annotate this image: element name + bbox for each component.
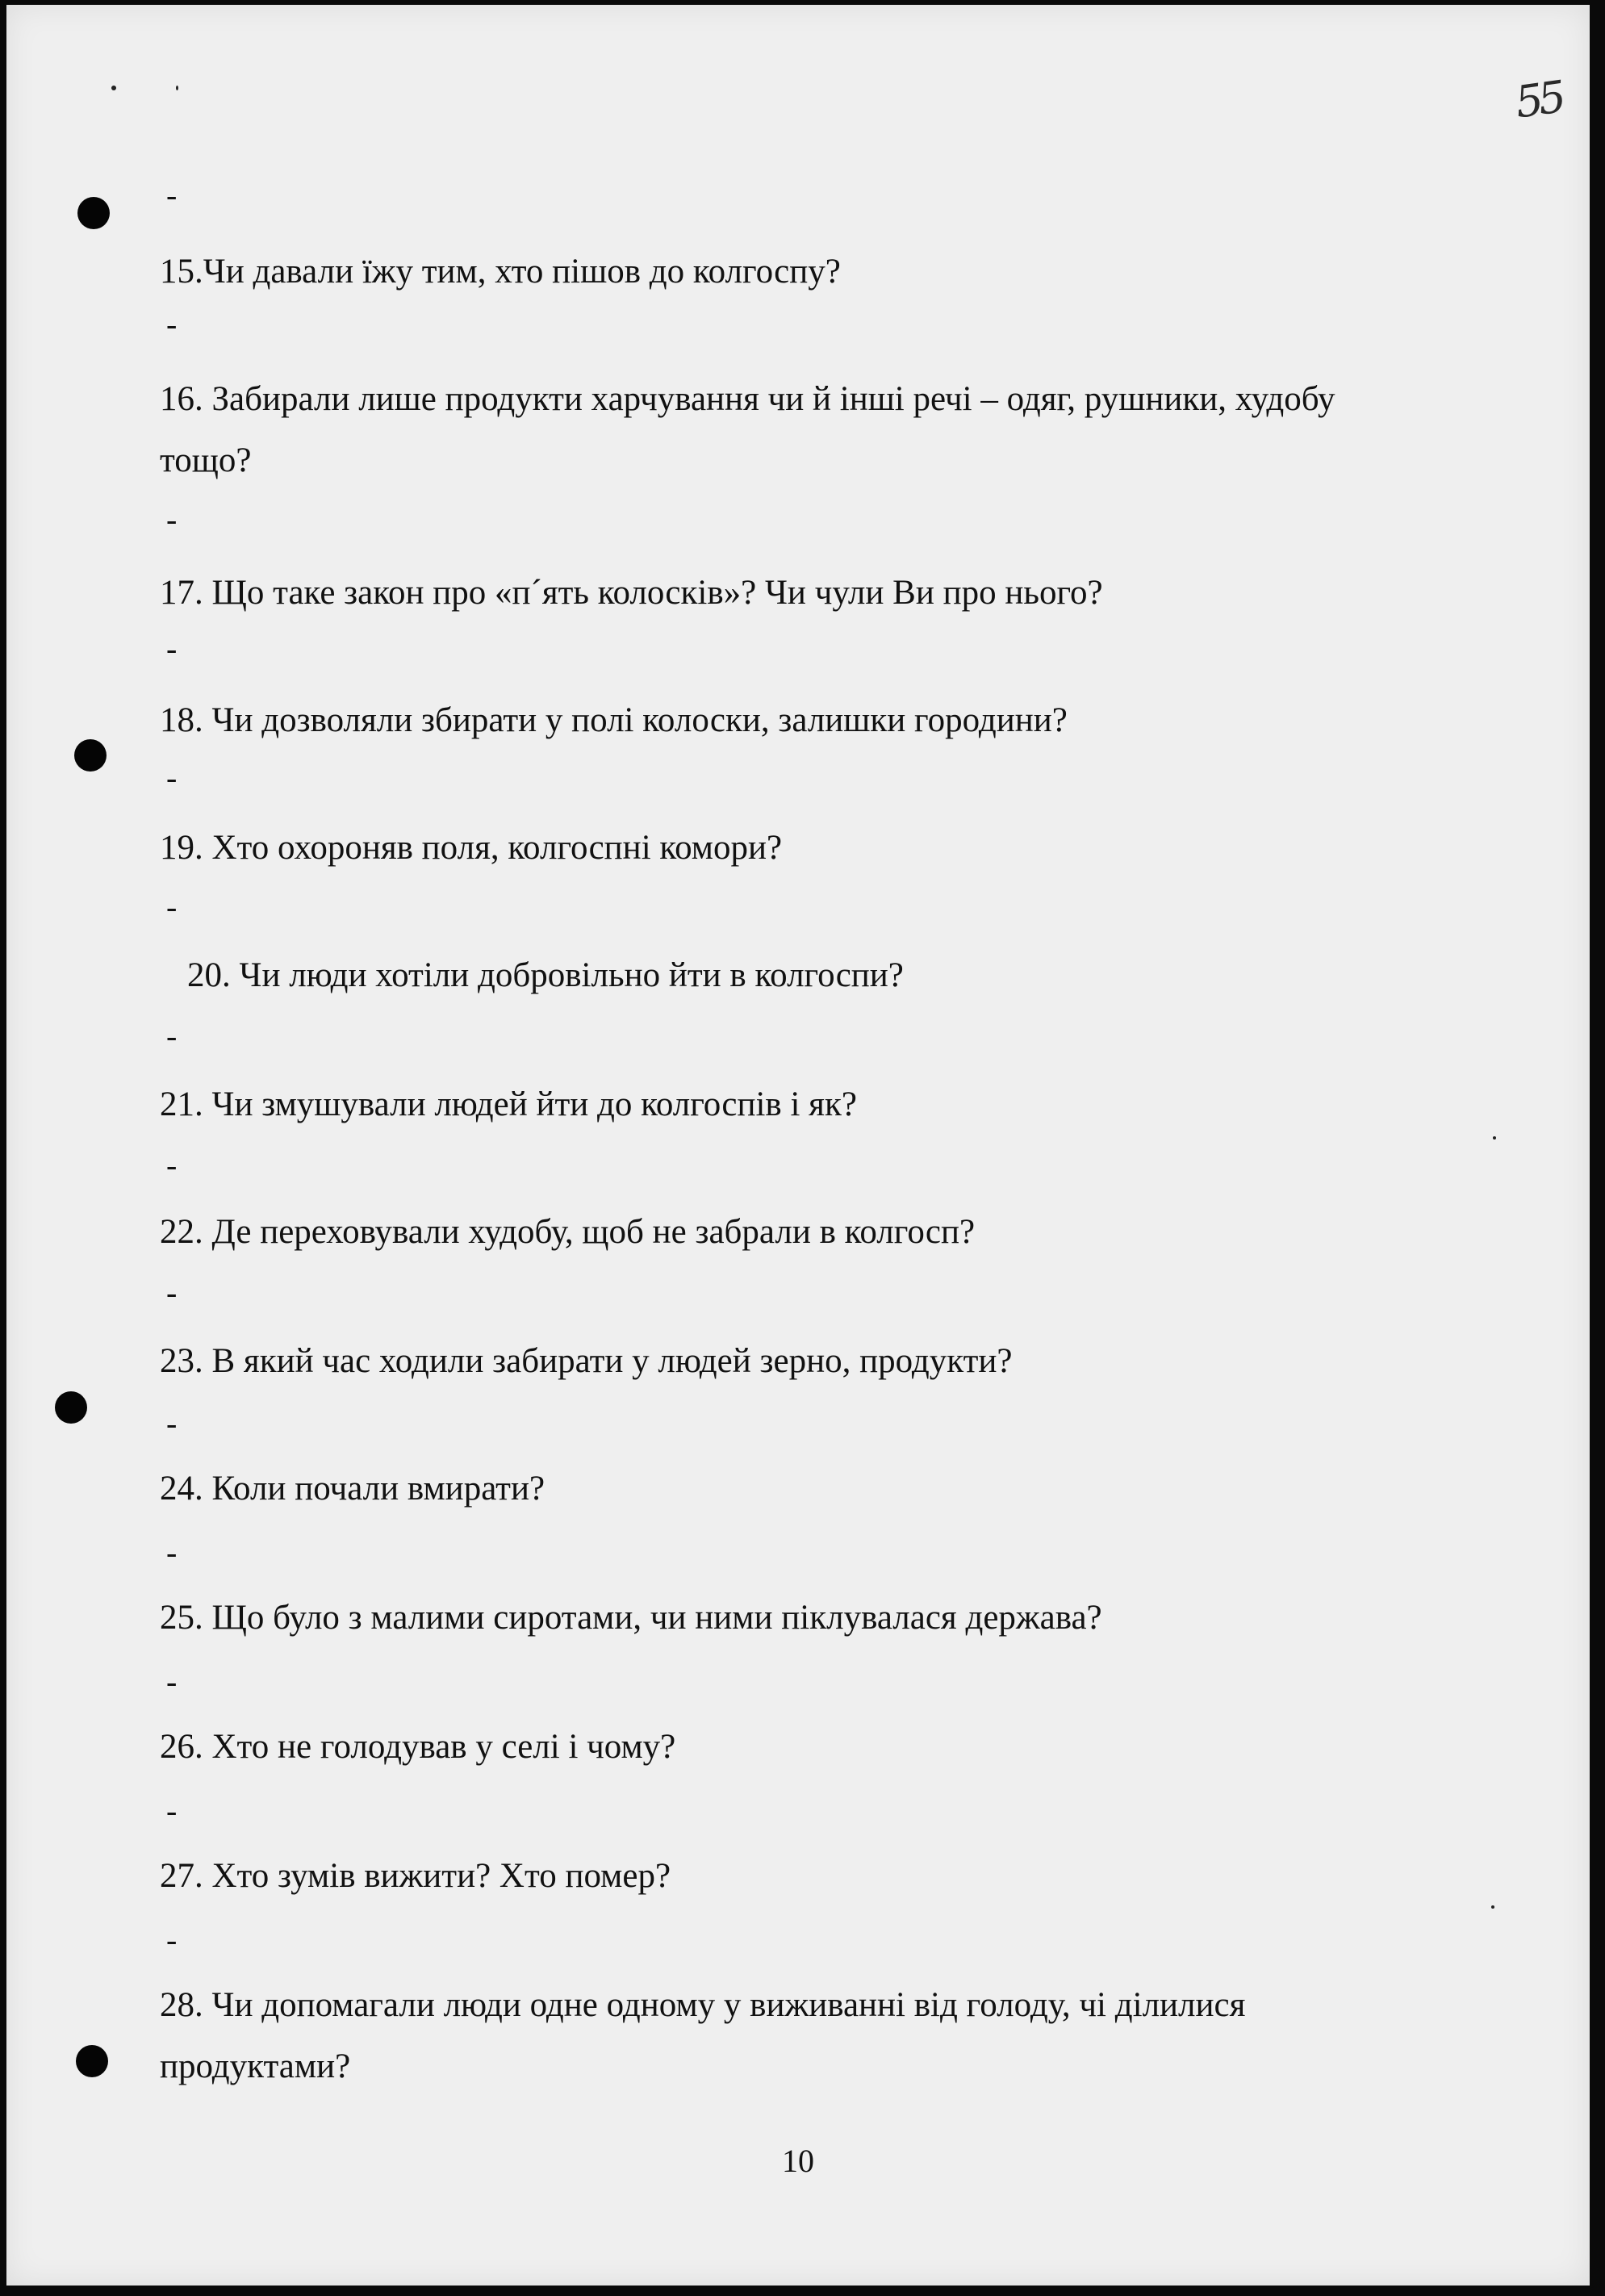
speck (1491, 1905, 1494, 1909)
answer-marker: - (166, 1274, 178, 1311)
answer-marker: - (166, 1922, 178, 1958)
punch-hole (76, 2045, 108, 2077)
speck (111, 86, 116, 90)
page-number: 10 (782, 2143, 814, 2179)
question-15: 15.Чи давали їжу тим, хто пішов до колгоспу? (160, 253, 841, 291)
question-26: 26. Хто не голодував у селі і чому? (160, 1728, 676, 1766)
question-22: 22. Де переховували худобу, щоб не забрали в колгосп? (160, 1213, 976, 1251)
answer-marker: - (166, 630, 178, 667)
answer-marker: - (166, 177, 178, 213)
question-16-continuation: тощо? (160, 441, 252, 479)
document-page (6, 5, 1590, 2286)
answer-marker: - (166, 1405, 178, 1441)
archive-page-number: 55 (1511, 71, 1565, 128)
speck (1493, 1136, 1496, 1140)
question-25: 25. Що було з малими сиротами, чи ними піклувалася держава? (160, 1599, 1102, 1637)
question-16: 16. Забирали лише продукти харчування чи й інші речі – одяг, рушники, худобу (160, 380, 1335, 418)
punch-hole (55, 1391, 87, 1424)
answer-marker: - (166, 1018, 178, 1054)
question-19: 19. Хто охороняв поля, колгоспні комори? (160, 829, 783, 867)
punch-hole (77, 197, 110, 229)
question-28-continuation: продуктами? (160, 2047, 351, 2085)
answer-marker: - (166, 1534, 178, 1570)
question-23: 23. В який час ходили забирати у людей зерно, продукти? (160, 1342, 1013, 1380)
answer-marker: - (166, 1147, 178, 1183)
answer-marker: - (166, 306, 178, 342)
question-17: 17. Що таке закон про «п´ять колосків»? Чи чули Ви про нього? (160, 574, 1103, 612)
answer-marker: - (166, 1663, 178, 1700)
question-28: 28. Чи допомагали люди одне одному у виживанні від голоду, чі ділилися (160, 1986, 1246, 2024)
speck (176, 86, 178, 90)
question-27: 27. Хто зумів вижити? Хто помер? (160, 1857, 671, 1895)
punch-hole (74, 739, 107, 772)
answer-marker: - (166, 501, 178, 537)
answer-marker: - (166, 1792, 178, 1829)
question-21: 21. Чи змушували людей йти до колгоспів і як? (160, 1085, 857, 1123)
question-24: 24. Коли почали вмирати? (160, 1470, 545, 1508)
answer-marker: - (166, 759, 178, 796)
question-20: 20. Чи люди хотіли добровільно йти в колгоспи? (187, 956, 904, 994)
answer-marker: - (166, 889, 178, 925)
question-18: 18. Чи дозволяли збирати у полі колоски, залишки городини? (160, 701, 1068, 739)
